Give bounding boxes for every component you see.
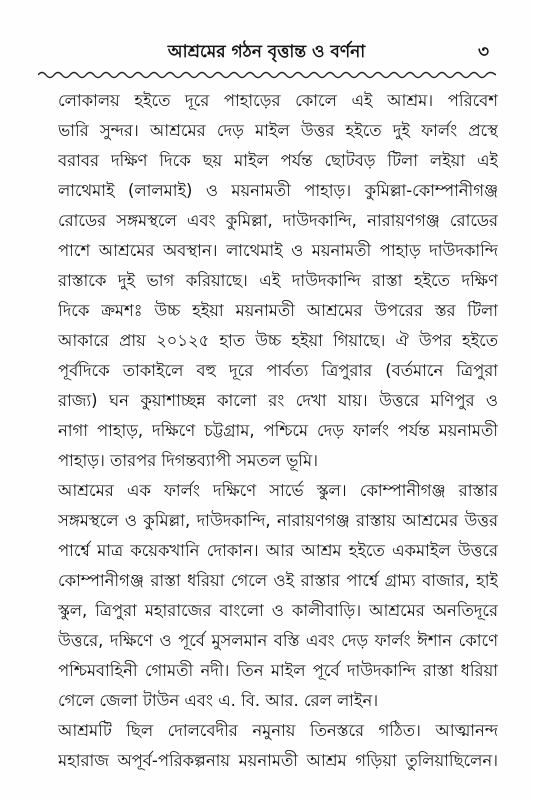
text-line: উত্তরে, দক্ষিণে ও পূর্বে মুসলমান বস্তি এবং দেড় ফার্লং ঈশান কোণে: [58, 631, 498, 650]
text-line: পাশে আশ্রমের অবস্থান। লাথেমাই ও ময়নামতী পাহাড় দাউদকান্দি: [58, 241, 498, 260]
page-number: ৩: [477, 42, 489, 62]
text-line: পশ্চিমবাহিনী গোমতী নদী। তিন মাইল পূর্বে দাউদকান্দি রাস্তা ধরিয়া: [58, 661, 498, 680]
text-line: রোডের সঙ্গমস্থলে এবং কুমিল্লা, দাউদকান্দি, নারায়ণগঞ্জ রোডের: [58, 211, 498, 230]
text-line: কোম্পানীগঞ্জ রাস্তা ধরিয়া গেলে ওই রাস্তার পার্শ্বে গ্রাম্য বাজার, হাই: [58, 571, 498, 590]
text-line: আশ্রমটি ছিল দোলবেদীর নমুনায় তিনস্তরে গঠিত। আত্মানন্দ: [58, 721, 498, 740]
text-line: পূর্বদিকে তাকাইলে বহু দূরে পার্বত্য ত্রিপুরার (বর্তমানে ত্রিপুরা: [58, 361, 498, 380]
text-line: লোকালয় হইতে দূরে পাহাড়ের কোলে এই আশ্রম। পরিবেশ: [58, 91, 498, 110]
paragraph-1: [58, 86, 498, 476]
text-line: বরাবর দক্ষিণ দিকে ছয় মাইল পর্যন্ত ছোটবড় টিলা লইয়া এই: [58, 151, 498, 170]
text-line: আশ্রমের এক ফার্লং দক্ষিণে সার্ভে স্কুল। কোম্পানীগঞ্জ রাস্তার: [58, 481, 498, 500]
text-line: গেলে জেলা টাউন এবং এ. বি. আর. রেল লাইন।: [58, 691, 379, 710]
text-line: সঙ্গমস্থলে ও কুমিল্লা, দাউদকান্দি, নারায়ণগঞ্জ রাস্তায় আশ্রমের উত্তর: [58, 511, 498, 530]
text-line: পাহাড়। তারপর দিগন্তব্যাপী সমতল ভূমি।: [58, 451, 318, 470]
paragraph-3: [58, 716, 498, 776]
chapter-title: আশ্রমের গঠন বৃত্তান্ত ও বর্ণনা: [167, 42, 366, 62]
text-line: রাস্তাকে দুই ভাগ করিয়াছে। এই দাউদকান্দি রাস্তা হইতে দক্ষিণ: [58, 271, 498, 290]
text-line: স্কুল, ত্রিপুরা মহারাজের বাংলো ও কালীবাড়ি। আশ্রমের অনতিদূরে: [58, 601, 498, 620]
text-line: ভারি সুন্দর। আশ্রমের দেড় মাইল উত্তর হইতে দুই ফার্লং প্রস্থে: [58, 121, 498, 140]
text-line: লাথেমাই (লালমাই) ও ময়নামতী পাহাড়। কুমিল্লা-কোম্পানীগঞ্জ: [58, 181, 498, 200]
body-text: [58, 86, 498, 776]
wavy-line: [38, 73, 496, 78]
text-line: আকারে প্রায় ২০১২৫ হাত উচ্চ হইয়া গিয়াছে। ঐ উপর হইতে: [58, 331, 498, 350]
text-line: রাজ্য) ঘন কুয়াশাচ্ছন্ন কালো রং দেখা যায়। উত্তরে মণিপুর ও: [58, 391, 498, 410]
text-line: দিকে ক্রমশঃ উচ্চ হইয়া ময়নামতী আশ্রমের উপরের স্তর টিলা: [58, 301, 498, 320]
text-line: নাগা পাহাড়, দক্ষিণে চট্টগ্রাম, পশ্চিমে দেড় ফার্লং পর্যন্ত ময়নামতী: [58, 421, 498, 440]
page-header: [0, 40, 533, 70]
wavy-divider: [38, 70, 496, 80]
text-line: মহারাজ অপূর্ব-পরিকল্পনায় ময়নামতী আশ্রম গড়িয়া তুলিয়াছিলেন।: [58, 751, 498, 770]
paragraph-2: [58, 476, 498, 716]
text-line: পার্শ্বে মাত্র কয়েকখানি দোকান। আর আশ্রম হইতে একমাইল উত্তরে: [58, 541, 498, 560]
